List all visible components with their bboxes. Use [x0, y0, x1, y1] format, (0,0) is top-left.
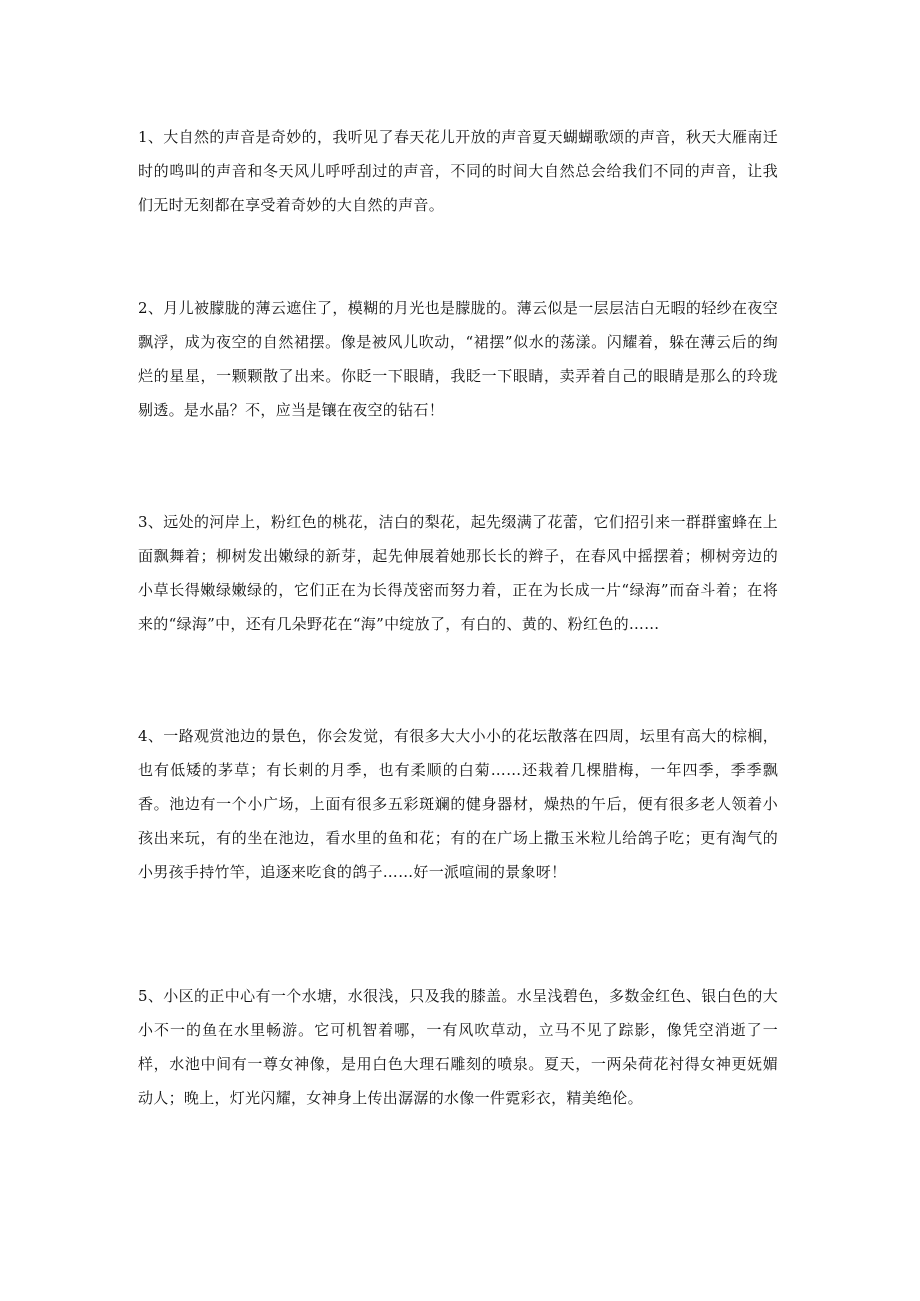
paragraph-1: 1、大自然的声音是奇妙的，我听见了春天花儿开放的声音夏天蝴蝴歌颂的声音，秋天大雁南迁时的鸣叫的声音和冬天风儿呼呼刮过的声音，不同的时间大自然总会给我们不同的声音，让我们无时无刻都在享受着奇妙的大自然的声音。 [138, 128, 778, 214]
paragraph-5: 5、小区的正中心有一个水塘，水很浅，只及我的膝盖。水呈浅碧色，多数金红色、银白色的大小不一的鱼在水里畅游。它可机智着哪，一有风吹草动，立马不见了踪影，像凭空消逝了一样，水池中间有一尊女神像，是用白色大理石雕刻的喷泉。夏天，一两朵荷花衬得女神更妩媚动人；晚上，灯光闪耀，女神身上传出潺潺的水像一件霓彩衣，精美绝伦。 [138, 987, 778, 1107]
paragraph-2: 2、月儿被朦胧的薄云遮住了，模糊的月光也是朦胧的。薄云似是一层层洁白无暇的轻纱在夜空飘浮，成为夜空的自然裙摆。像是被风儿吹动，“裙摆”似水的荡漾。闪耀着，躲在薄云后的绚烂的星星，一颗颗散了出来。你眨一下眼睛，我眨一下眼睛，卖弄着自己的眼睛是那么的玲珑剔透。是水晶？不，应当是镶在夜空的钻石！ [138, 299, 778, 419]
paragraph-4: 4、一路观赏池边的景色，你会发觉，有很多大大小小的花坛散落在四周，坛里有高大的棕榈，也有低矮的茅草；有长刺的月季，也有柔顺的白菊……还栽着几棵腊梅，一年四季，季季飘香。池边有一个小广场，上面有很多五彩斑斓的健身器材，燥热的午后，便有很多老人领着小孩出来玩，有的坐在池边，看水里的鱼和花；有的在广场上撒玉米粒儿给鸽子吃；更有淘气的小男孩手持竹竿，追逐来吃食的鸽子……好一派喧闹的景象呀！ [138, 727, 778, 881]
paragraph-3: 3、远处的河岸上，粉红色的桃花，洁白的梨花，起先缀满了花蕾，它们招引来一群群蜜蜂在上面飘舞着；柳树发出嫩绿的新芽，起先伸展着她那长长的辫子，在春风中摇摆着；柳树旁边的小草长得嫩绿嫩绿的，它们正在为长得茂密而努力着，正在为长成一片“绿海”而奋斗着；在将来的“绿海”中，还有几朵野花在“海”中绽放了，有白的、黄的、粉红色的…… [138, 513, 778, 633]
